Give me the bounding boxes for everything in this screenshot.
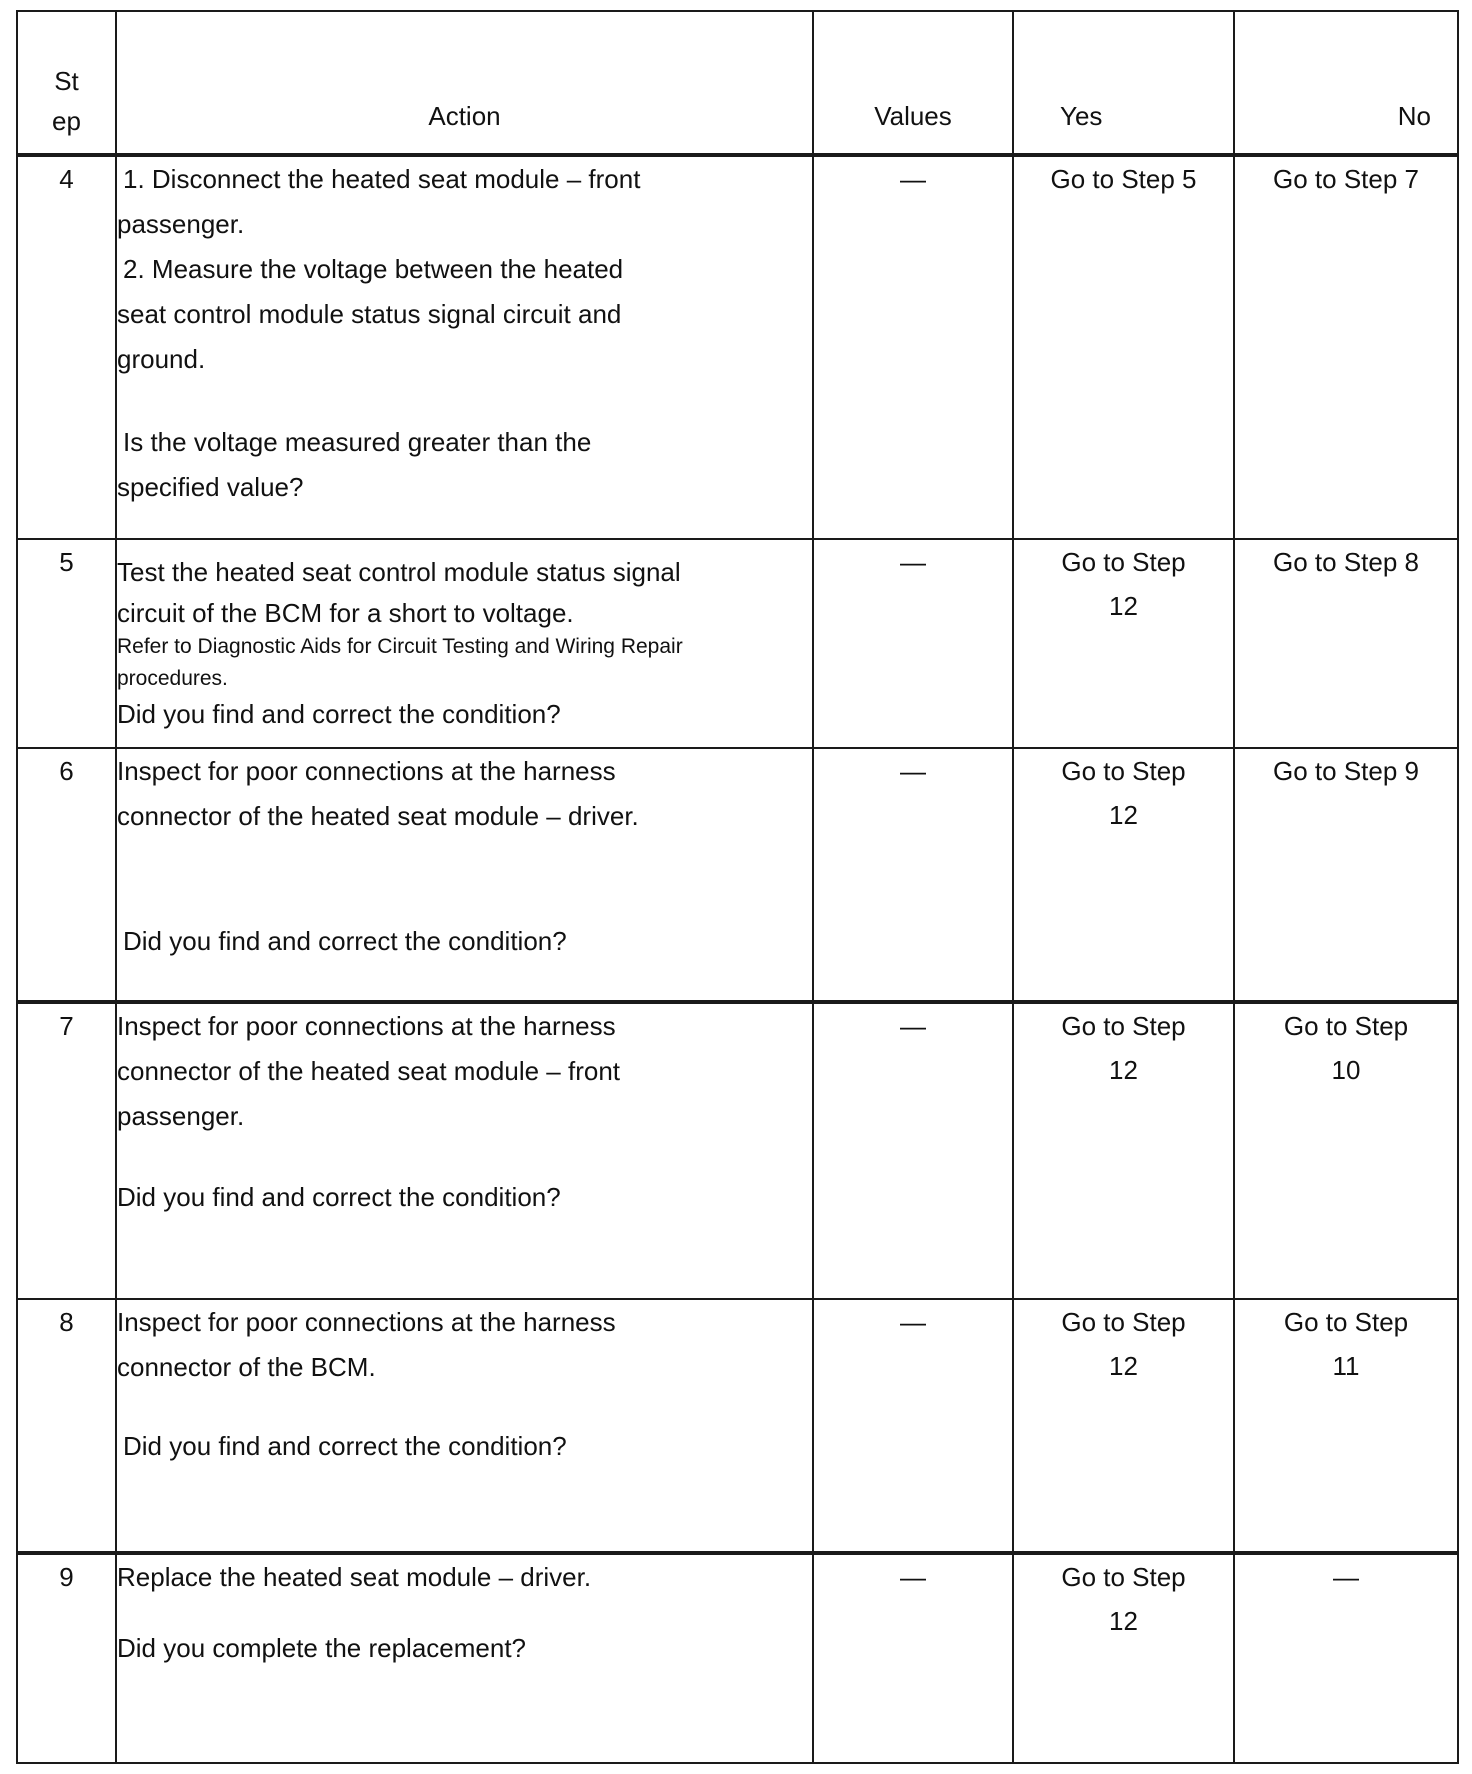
no-cell	[1234, 155, 1458, 539]
yes-result-line1: Go to Step	[1061, 756, 1186, 786]
no-cell	[1234, 1299, 1458, 1553]
action-question: Did you find and correct the condition?	[117, 1182, 561, 1212]
header-step-line1: St	[54, 66, 79, 96]
header-values	[813, 11, 1013, 155]
action-line: passenger.	[117, 209, 245, 239]
header-values-label: Values	[874, 101, 952, 131]
step-number: 9	[17, 1553, 116, 1763]
step-number: 8	[17, 1299, 116, 1553]
yes-result-line1: Go to Step	[1061, 547, 1186, 577]
yes-result-line1: Go to Step	[1061, 1011, 1186, 1041]
header-step	[17, 11, 116, 155]
table-row	[17, 155, 1458, 539]
yes-result-line2: 12	[1109, 800, 1138, 830]
action-question: Did you find and correct the condition?	[123, 926, 567, 956]
action-cell	[116, 1299, 813, 1553]
values-cell: —	[813, 155, 1013, 539]
yes-cell	[1013, 1299, 1234, 1553]
header-no	[1234, 11, 1458, 155]
yes-result-line2: 12	[1109, 1351, 1138, 1381]
action-note: Refer to Diagnostic Aids for Circuit Testing and Wiring Repair	[117, 635, 683, 658]
header-action-label: Action	[428, 101, 501, 131]
yes-result-line2: 12	[1109, 591, 1138, 621]
no-result: Go to Step 9	[1273, 756, 1419, 786]
header-step-line2: ep	[52, 106, 81, 136]
diagnostic-steps-table	[16, 10, 1459, 1764]
no-result-line2: 10	[1331, 1055, 1361, 1085]
action-cell	[116, 155, 813, 539]
action-question: specified value?	[117, 472, 304, 502]
table-row	[17, 1299, 1458, 1553]
no-cell	[1234, 539, 1458, 748]
values-cell: —	[813, 748, 1013, 1002]
yes-result-line1: Go to Step	[1061, 1307, 1186, 1337]
action-note: procedures.	[117, 667, 228, 690]
action-cell	[116, 1002, 813, 1299]
table-row	[17, 1553, 1458, 1763]
action-question: Did you complete the replacement?	[117, 1633, 527, 1663]
header-no-label: No	[1397, 101, 1431, 131]
header-action	[116, 11, 813, 155]
yes-result-line2: 12	[1109, 1606, 1138, 1636]
action-line: ground.	[117, 344, 206, 374]
action-line: seat control module status signal circuit and	[117, 299, 622, 329]
no-result-line1: Go to Step	[1283, 1011, 1409, 1041]
no-cell	[1234, 748, 1458, 1002]
action-line: connector of the BCM.	[117, 1352, 376, 1382]
values-cell: —	[813, 1299, 1013, 1553]
yes-result-line1: Go to Step	[1061, 1562, 1186, 1592]
action-line: Inspect for poor connections at the harness	[117, 1011, 616, 1041]
yes-cell	[1013, 155, 1234, 539]
no-result: —	[1333, 1562, 1359, 1592]
no-cell	[1234, 1553, 1458, 1763]
no-result: Go to Step 8	[1273, 547, 1419, 577]
step-number: 7	[17, 1002, 116, 1299]
yes-cell	[1013, 748, 1234, 1002]
values-cell: —	[813, 1553, 1013, 1763]
action-line: 1. Disconnect the heated seat module – front	[123, 164, 641, 194]
step-number: 6	[17, 748, 116, 1002]
action-line: Inspect for poor connections at the harness	[117, 1307, 616, 1337]
action-line: Inspect for poor connections at the harness	[117, 756, 616, 786]
yes-cell	[1013, 1553, 1234, 1763]
action-line: Test the heated seat control module status signal	[117, 557, 681, 587]
table-row	[17, 1002, 1458, 1299]
values-cell: —	[813, 539, 1013, 748]
no-result: Go to Step 7	[1273, 164, 1419, 194]
yes-cell	[1013, 1002, 1234, 1299]
action-line: 2. Measure the voltage between the heated	[123, 254, 624, 284]
action-cell	[116, 1553, 813, 1763]
action-question: Did you find and correct the condition?	[123, 1431, 567, 1461]
values-cell: —	[813, 1002, 1013, 1299]
header-yes-label: Yes	[1060, 101, 1103, 131]
yes-cell	[1013, 539, 1234, 748]
action-line: connector of the heated seat module – driver.	[117, 801, 639, 831]
header-yes	[1013, 11, 1234, 155]
step-number: 5	[17, 539, 116, 748]
table-row	[17, 748, 1458, 1002]
action-cell	[116, 539, 813, 748]
table-row	[17, 539, 1458, 748]
action-line: Replace the heated seat module – driver.	[117, 1562, 592, 1592]
header-row	[17, 11, 1458, 155]
action-line: circuit of the BCM for a short to voltage.	[117, 598, 574, 628]
no-result-line1: Go to Step	[1283, 1307, 1409, 1337]
action-question: Did you find and correct the condition?	[117, 699, 561, 729]
no-cell	[1234, 1002, 1458, 1299]
yes-result: Go to Step 5	[1050, 164, 1197, 194]
action-question: Is the voltage measured greater than the	[123, 427, 592, 457]
action-line: passenger.	[117, 1101, 245, 1131]
step-number: 4	[17, 155, 116, 539]
yes-result-line2: 12	[1109, 1055, 1138, 1085]
action-cell	[116, 748, 813, 1002]
no-result-line2: 11	[1332, 1351, 1360, 1381]
action-line: connector of the heated seat module – front	[117, 1056, 621, 1086]
